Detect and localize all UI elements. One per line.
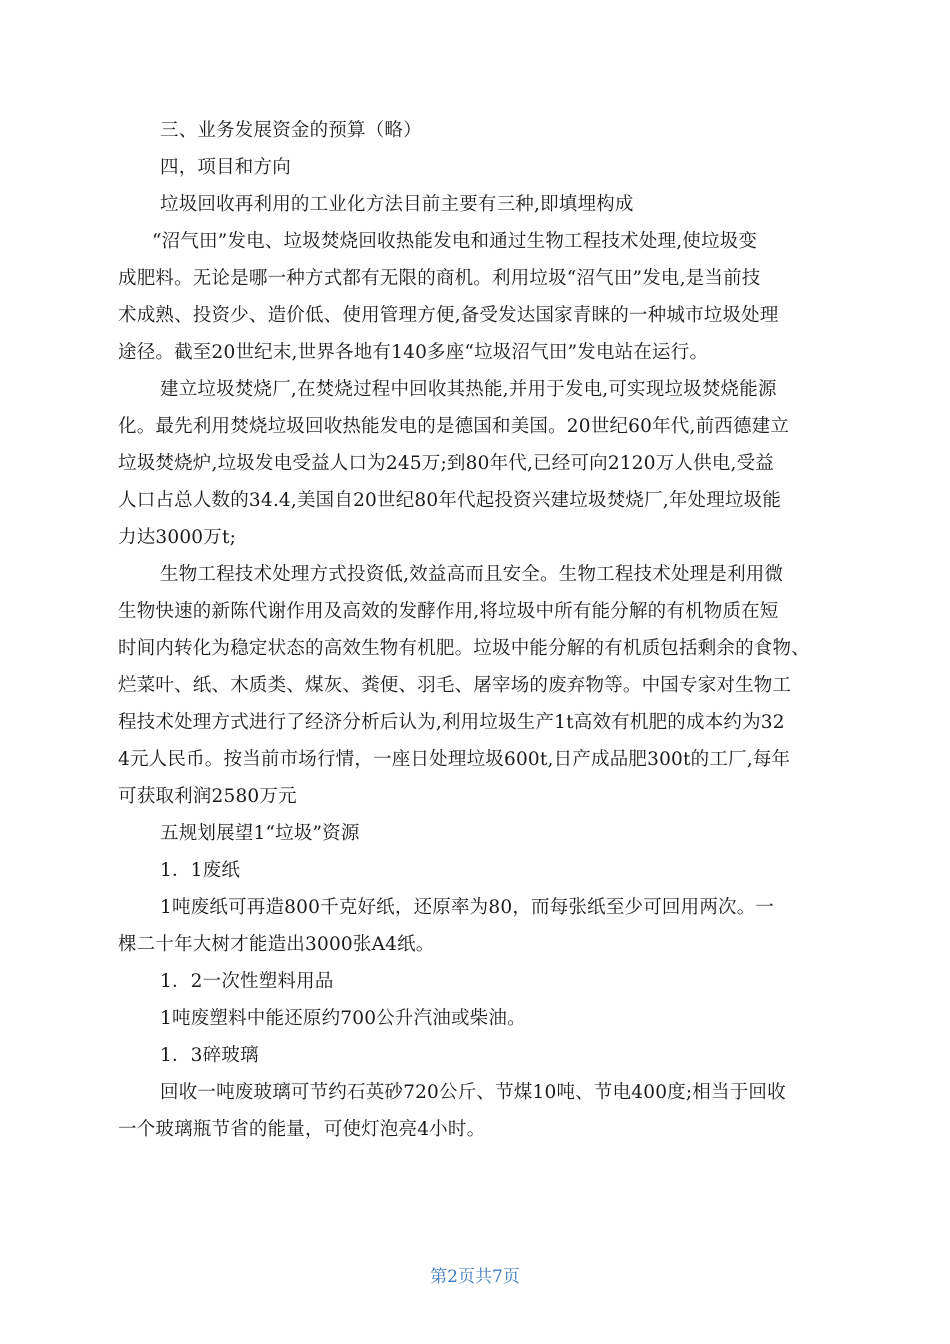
text-line: 成肥料。无论是哪一种方式都有无限的商机。利用垃圾“沼气田”发电,是当前技 xyxy=(118,268,761,289)
text-line: 生物快速的新陈代谢作用及高效的发酵作用,将垃圾中所有能分解的有机物质在短 xyxy=(118,601,779,622)
text-line: 人口占总人数的34.4,美国自20世纪80年代起投资兴建垃圾焚烧厂,年处理垃圾能 xyxy=(118,490,782,511)
text-line: 1吨废纸可再造800千克好纸，还原率为80，而每张纸至少可回用两次。一 xyxy=(160,897,775,918)
text-line: 1．2一次性塑料用品 xyxy=(160,971,334,992)
text-line: 回收一吨废玻璃可节约石英砂720公斤、节煤10吨、节电400度;相当于回收 xyxy=(160,1082,786,1103)
page-footer: 第2页共7页 xyxy=(430,1267,520,1287)
text-line: 1．1废纸 xyxy=(160,860,241,881)
text-line: 程技术处理方式进行了经济分析后认为,利用垃圾生产1t高效有机肥的成本约为32 xyxy=(118,712,785,733)
text-line: 三、业务发展资金的预算（略） xyxy=(160,120,422,141)
document-body xyxy=(118,112,830,1148)
text-line: 建立垃圾焚烧厂,在焚烧过程中回收其热能,并用于发电,可实现垃圾焚烧能源 xyxy=(160,379,777,400)
text-line: 力达3000万t; xyxy=(118,527,237,548)
text-line: 4元人民币。按当前市场行情，一座日处理垃圾600t,日产成品肥300t的工厂,每年 xyxy=(118,749,791,770)
text-line: 四，项目和方向 xyxy=(160,157,291,178)
text-line: 棵二十年大树才能造出3000张A4纸。 xyxy=(118,934,435,955)
text-line: 垃圾回收再利用的工业化方法目前主要有三种,即填埋构成 xyxy=(160,194,634,215)
text-line: 术成熟、投资少、造价低、使用管理方便,备受发达国家青睐的一种城市垃圾处理 xyxy=(118,305,779,326)
text-line: 化。最先利用焚烧垃圾回收热能发电的是德国和美国。20世纪60年代,前西德建立 xyxy=(118,416,790,437)
text-line: 烂菜叶、纸、木质类、煤灰、粪便、羽毛、屠宰场的废弃物等。中国专家对生物工 xyxy=(118,675,792,696)
text-line: 途径。截至20世纪末,世界各地有140多座“垃圾沼气田”发电站在运行。 xyxy=(118,342,709,363)
text-line: 1．3碎玻璃 xyxy=(160,1045,259,1066)
text-line: 可获取利润2580万元 xyxy=(118,786,297,807)
text-line: “沼气田”发电、垃圾焚烧回收热能发电和通过生物工程技术处理,使垃圾变 xyxy=(152,231,758,252)
text-line: 一个玻璃瓶节省的能量，可使灯泡亮4小时。 xyxy=(118,1119,486,1140)
text-line: 时间内转化为稳定状态的高效生物有机肥。垃圾中能分解的有机质包括剩余的食物、 xyxy=(118,638,810,659)
text-line: 1吨废塑料中能还原约700公升汽油或柴油。 xyxy=(160,1008,526,1029)
text-line: 生物工程技术处理方式投资低,效益高而且安全。生物工程技术处理是利用微 xyxy=(160,564,784,585)
text-line: 五规划展望1“垃圾”资源 xyxy=(160,823,360,844)
text-line: 垃圾焚烧炉,垃圾发电受益人口为245万;到80年代,已经可向2120万人供电,受益 xyxy=(118,453,775,474)
